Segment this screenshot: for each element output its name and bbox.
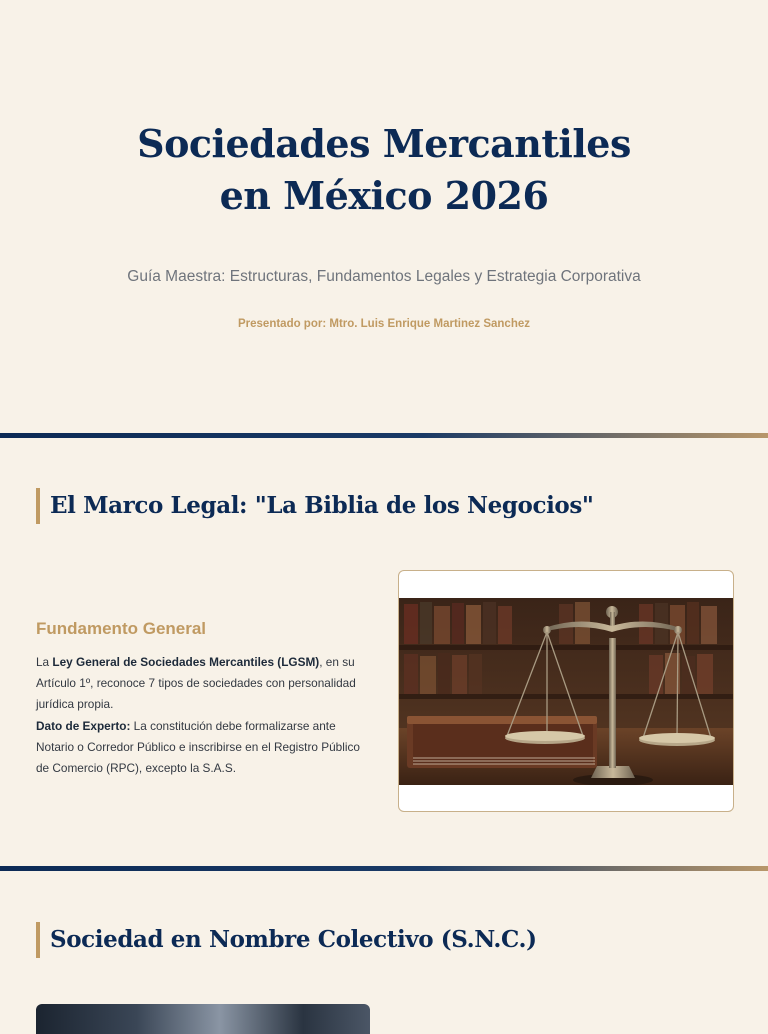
scales-of-justice-icon bbox=[399, 598, 733, 785]
title-slide bbox=[0, 0, 768, 433]
snc-slide bbox=[0, 871, 768, 1024]
snc-image bbox=[36, 1004, 370, 1034]
fundamento-title: Fundamento General bbox=[36, 619, 207, 638]
section-heading: Sociedad en Nombre Colectivo (S.N.C.) bbox=[36, 922, 537, 958]
subtitle: Guía Maestra: Estructuras, Fundamentos Legales y Estrategia Corporativa bbox=[127, 268, 641, 285]
lgsm-emphasis: Ley General de Sociedades Mercantiles (LGSM) bbox=[52, 655, 320, 669]
section-heading: El Marco Legal: "La Biblia de los Negocios" bbox=[36, 488, 594, 524]
legal-framework-slide bbox=[0, 438, 768, 866]
page-title bbox=[0, 118, 768, 222]
justice-image-card bbox=[398, 570, 734, 812]
expert-label: Dato de Experto: bbox=[36, 718, 131, 733]
fundamento-body bbox=[36, 652, 376, 779]
p1-pre: La bbox=[36, 655, 53, 669]
p2-post: La constitución debe formalizarse ante Notario o Corredor Público e inscribirse en el Registro Público de Comercio (RPC), excepto la S.A.S. bbox=[36, 718, 360, 776]
title-line-1: Sociedades Mercantiles bbox=[137, 121, 631, 166]
title-line-2: en México 2026 bbox=[219, 173, 549, 218]
p1-post: , en su Artículo 1º, reconoce 7 tipos de sociedades con personalidad jurídica propia. bbox=[36, 655, 356, 712]
presenter-credit: Presentado por: Mtro. Luis Enrique Martinez Sanchez bbox=[237, 318, 530, 330]
